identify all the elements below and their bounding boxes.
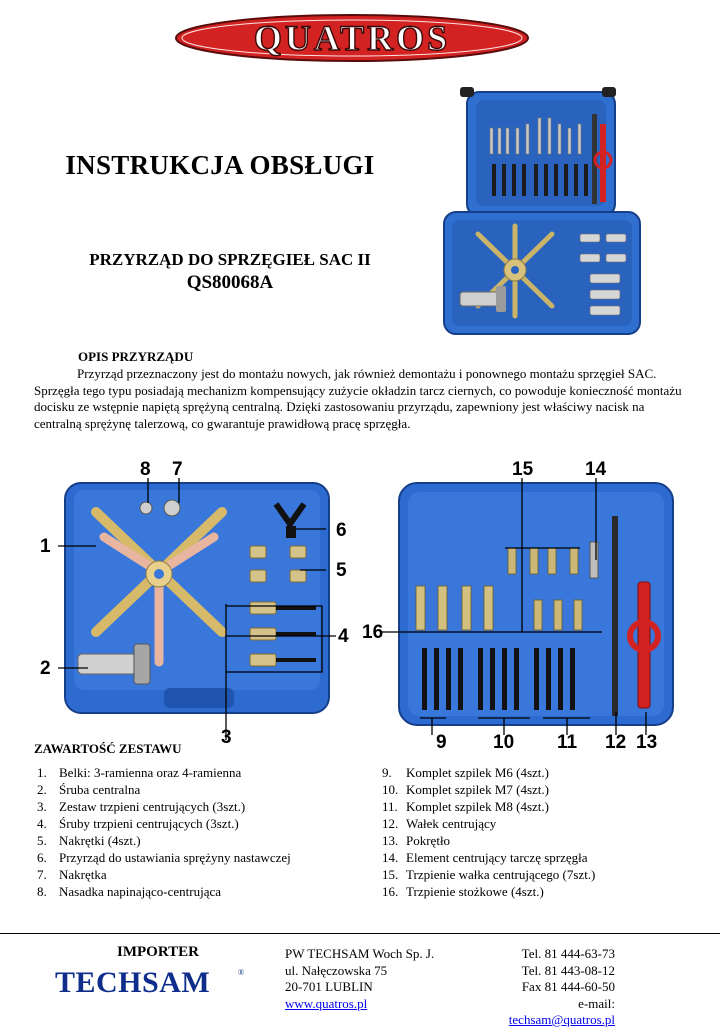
- callout-8: 8: [140, 459, 151, 480]
- callout-3: 3: [221, 727, 232, 748]
- list-item: 2. Śruba centralna: [37, 782, 141, 797]
- email-line: e-mail: techsam@quatros.pl: [508, 995, 615, 1027]
- list-item: 15. Trzpienie wałka centrującego (7szt.): [382, 867, 596, 882]
- list-item: 12. Wałek centrujący: [382, 816, 497, 831]
- footer-divider: [0, 933, 720, 934]
- product-name: PRZYRZĄD DO SPRZĘGIEŁ SAC II: [89, 250, 371, 269]
- contents-list-left: [37, 764, 291, 900]
- callout-9: 9: [436, 732, 447, 753]
- callout-6: 6: [336, 520, 347, 541]
- callout-15: 15: [512, 459, 534, 480]
- callout-14: 14: [585, 459, 607, 480]
- product-code: QS80068A: [186, 272, 274, 293]
- left-case-illustration: [64, 482, 330, 714]
- fax: Fax 81 444-60-50: [521, 979, 615, 994]
- callout-5: 5: [336, 560, 347, 581]
- email-link[interactable]: techsam@quatros.pl: [508, 1012, 615, 1027]
- callout-4: 4: [338, 626, 349, 647]
- importer-label: IMPORTER: [117, 944, 199, 960]
- list-item: 16. Trzpienie stożkowe (4szt.): [382, 884, 544, 899]
- techsam-logo: TECHSAM: [55, 966, 211, 999]
- registered-mark: ®: [238, 968, 245, 977]
- callout-10: 10: [493, 732, 515, 753]
- description-text: Przyrząd przeznaczony jest do montażu nowych, jak również demontażu i ponownego montażu sprzęgieł SAC. Sprzęgła tego typu posiadają mechanizm kompensujący zużycie okładzin tarcz ciernych, co powoduje konieczność montażu docisku ze wstępnie napiętą sprężyną centralną. Dzięki zastosowaniu przyrządu, zapewniony jest właściwy nacisk na centralną sprężynę talerzową, co gwarantuje prawidłową pracę sprzęgła.: [34, 366, 682, 431]
- phone-2: Tel. 81 443-08-12: [521, 962, 615, 978]
- website-link[interactable]: www.quatros.pl: [285, 995, 368, 1011]
- list-item: 8. Nasadka napinająco-centrująca: [37, 884, 222, 899]
- list-item: 7. Nakrętka: [37, 867, 107, 882]
- product-photo-case: [440, 84, 645, 340]
- list-item: 6. Przyrząd do ustawiania sprężyny nastawczej: [37, 850, 291, 865]
- callout-11: 11: [557, 732, 578, 753]
- callout-13: 13: [636, 732, 658, 753]
- contents-list-right: [382, 764, 595, 900]
- callout-7: 7: [172, 459, 183, 480]
- callout-16: 16: [362, 622, 384, 643]
- list-item: 10. Komplet szpilek M7 (4szt.): [382, 782, 549, 797]
- company-city: 20-701 LUBLIN: [285, 979, 373, 994]
- callout-12: 12: [605, 732, 627, 753]
- quatros-logo-text: QUATROS: [253, 18, 451, 58]
- list-item: 4. Śruby trzpieni centrujących (3szt.): [37, 816, 239, 831]
- company-address: [285, 946, 434, 1012]
- description-heading: OPIS PRZYRZĄDU: [78, 349, 194, 364]
- callout-2: 2: [40, 658, 51, 679]
- page-title: INSTRUKCJA OBSŁUGI: [65, 150, 375, 180]
- quatros-logo: [175, 14, 530, 62]
- list-item: 14. Element centrujący tarczę sprzęgła: [382, 850, 588, 865]
- company-contact: [470, 946, 615, 1029]
- list-item: 3. Zestaw trzpieni centrujących (3szt.): [37, 799, 246, 814]
- phone-1: Tel. 81 444-63-73: [521, 946, 615, 961]
- company-name: PW TECHSAM Woch Sp. J.: [285, 946, 435, 961]
- contents-heading: ZAWARTOŚĆ ZESTAWU: [34, 741, 182, 756]
- list-item: 9. Komplet szpilek M6 (4szt.): [382, 765, 549, 780]
- list-item: 5. Nakrętki (4szt.): [37, 833, 141, 848]
- company-street: ul. Nałęczowska 75: [285, 962, 388, 978]
- list-item: 1. Belki: 3-ramienna oraz 4-ramienna: [37, 765, 242, 780]
- callout-1: 1: [40, 536, 51, 557]
- list-item: 13. Pokrętło: [382, 833, 451, 848]
- right-case-illustration: [398, 482, 674, 726]
- list-item: 11. Komplet szpilek M8 (4szt.): [382, 799, 549, 814]
